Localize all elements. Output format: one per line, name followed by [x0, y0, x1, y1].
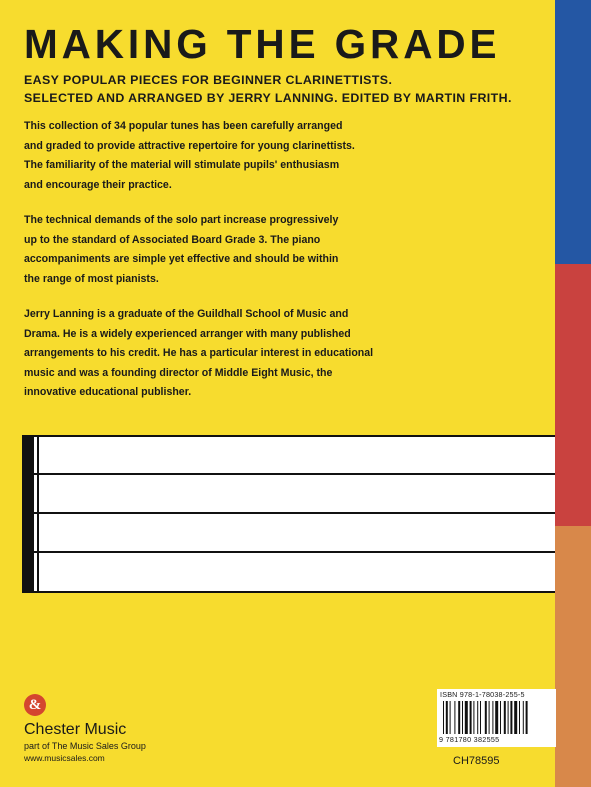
barcode-icon	[443, 701, 553, 734]
paragraph-line: music and was a founding director of Middle Eight Music, the	[24, 366, 333, 379]
paragraph-line: The technical demands of the solo part increase progressively	[24, 214, 339, 226]
catalog-number: CH78595	[453, 755, 500, 767]
subtitle-line-2: SELECTED AND ARRANGED BY JERRY LANNING. EDITED BY MARTIN FRITH.	[24, 91, 512, 105]
barcode-digits: 9 781780 382555	[439, 735, 500, 744]
color-band-red	[555, 264, 591, 526]
paragraph-line: accompaniments are simple yet effective and should be within	[24, 253, 339, 265]
paragraph-line: arrangements to his credit. He has a particular interest in educational	[24, 347, 374, 359]
staff-thin-barline	[37, 435, 39, 593]
subtitle-line-1: EASY POPULAR PIECES FOR BEGINNER CLARINETTISTS.	[24, 73, 393, 87]
paragraph-line: and encourage their practice.	[24, 178, 172, 191]
staff-line	[22, 551, 555, 553]
description-paragraph-1	[24, 117, 544, 195]
chester-music-logo-icon: &	[24, 694, 46, 716]
staff-thick-barline	[22, 435, 34, 593]
isbn-label: ISBN 978-1-78038-255-5	[440, 690, 525, 699]
paragraph-line: up to the standard of Associated Board Grade 3. The piano	[24, 233, 321, 246]
isbn-barcode-block	[437, 689, 556, 747]
staff-line	[22, 512, 555, 514]
publisher-group: part of The Music Sales Group	[24, 741, 146, 751]
publisher-name: Chester Music	[24, 721, 127, 738]
paragraph-line: Jerry Lanning is a graduate of the Guildhall School of Music and	[24, 308, 349, 320]
paragraph-line: innovative educational publisher.	[24, 386, 192, 398]
publisher-website: www.musicsales.com	[24, 753, 105, 763]
description-paragraph-2	[24, 211, 544, 289]
paragraph-line: The familiarity of the material will stimulate pupils' enthusiasm	[24, 159, 340, 171]
music-staff-graphic	[22, 435, 555, 593]
staff-line	[22, 435, 555, 437]
staff-line	[22, 591, 555, 593]
paragraph-line: and graded to provide attractive repertoire for young clarinettists.	[24, 139, 355, 152]
staff-line	[22, 473, 555, 475]
paragraph-line: the range of most pianists.	[24, 272, 159, 285]
author-bio-paragraph	[24, 305, 544, 403]
book-title: MAKING THE GRADE	[24, 21, 501, 67]
color-band-blue	[555, 0, 591, 264]
color-band-orange	[555, 526, 591, 787]
paragraph-line: Drama. He is a widely experienced arranger with many published	[24, 327, 351, 340]
paragraph-line: This collection of 34 popular tunes has been carefully arranged	[24, 120, 343, 132]
